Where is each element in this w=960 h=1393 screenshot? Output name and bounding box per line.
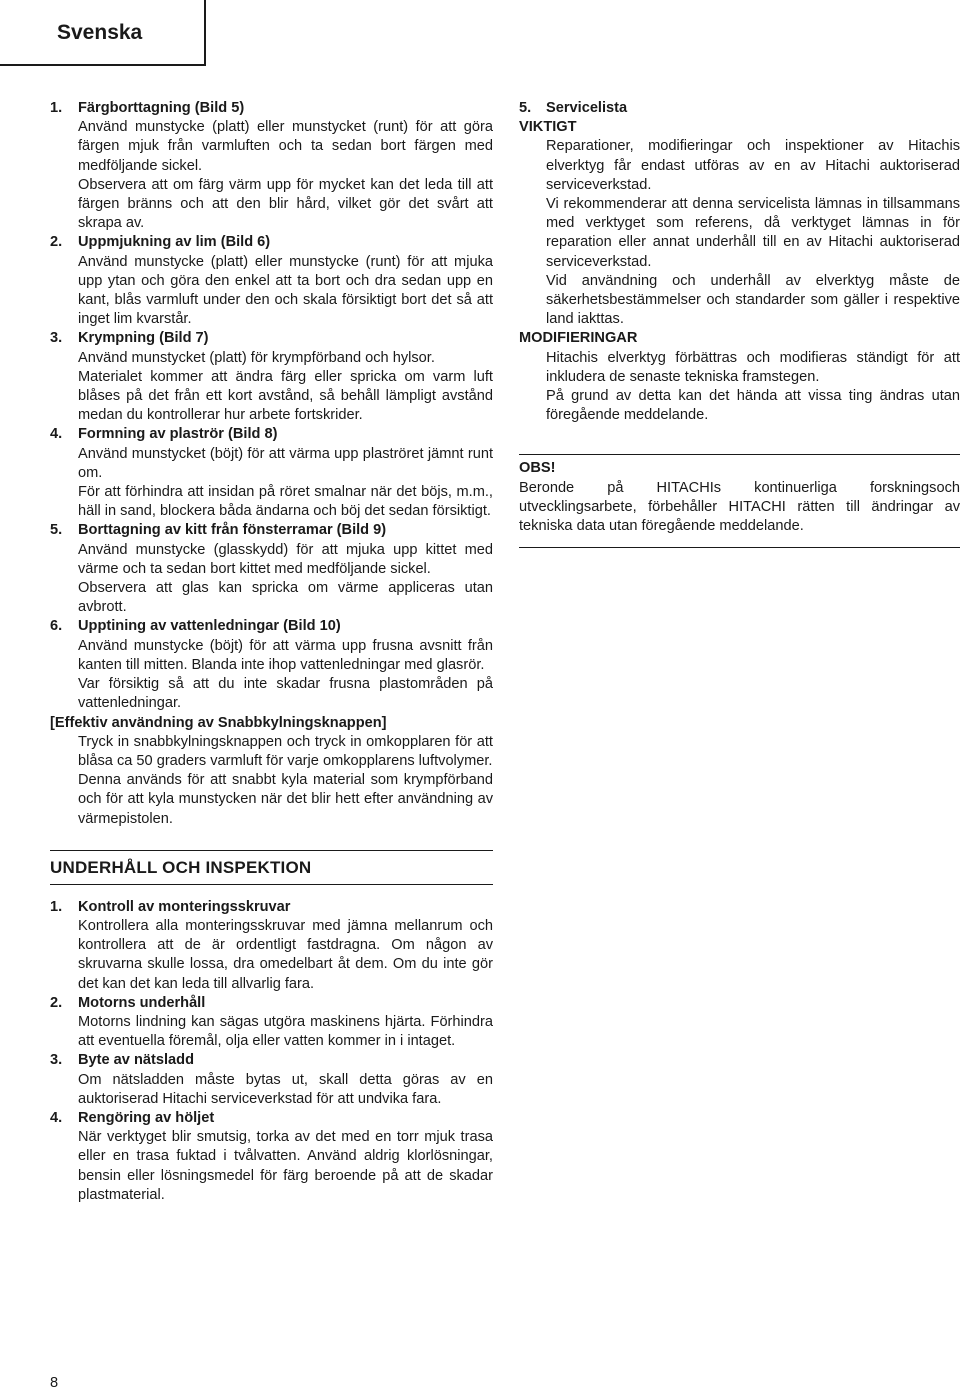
item-title: Upptining av vattenledningar (Bild 10)	[78, 618, 341, 635]
item-number: 1.	[50, 100, 63, 116]
item-paragraph: Använd munstycket (böjt) för att värma upp plaströret jämnt runt om.	[78, 445, 493, 481]
section-divider	[519, 454, 960, 455]
item-title: Servicelista	[546, 100, 628, 116]
instruction-item	[50, 425, 493, 521]
item-title: Borttagning av kitt från fönsterramar (Bild 9)	[78, 522, 387, 539]
quick-cool-paragraph: Tryck in snabbkylningsknappen och tryck in omkopplaren för att blåsa ca 50 graders varmluft för varje omkopplarens luftvolymer.	[78, 733, 493, 769]
instruction-item	[50, 521, 493, 617]
item-paragraph: När verktyget blir smutsig, torka av det med en torr mjuk trasa eller en trasa fuktad i tvålvatten. Använd aldrig klorlösningar, bensin eller lösningsmedel för färg beroende på att de skadar plastmaterial.	[78, 1129, 493, 1203]
item-number: 3.	[50, 1052, 63, 1069]
maintenance-item	[50, 994, 493, 1052]
language-label: Svenska	[57, 21, 143, 44]
section-divider	[519, 547, 960, 548]
modifieringar-paragraph: Hitachis elverktyg förbättras och modifieras ständigt för att inkludera de senaste tekniska framstegen.	[546, 349, 960, 385]
service-list-section	[519, 99, 960, 425]
item-number: 2.	[50, 234, 63, 251]
instruction-item	[50, 233, 493, 329]
instruction-item	[50, 329, 493, 425]
item-number: 3.	[50, 330, 63, 347]
viktigt-paragraph: Reparationer, modifieringar och inspektioner av Hitachis elverktyg får endast utföras av en av Hitachi auktoriserad serviceverkstad.	[546, 138, 960, 193]
item-paragraph: Använd munstycke (platt) eller munstycke (runt) för att mjuka upp ytan och göra den enkel att ta bort och dra sedan upp en kant, blås varmluft under den och skala försiktigt bort det så att inget lim kvarstår.	[78, 253, 493, 328]
quick-cool-paragraph: Denna används för att snabbt kyla material som krympförband och för att kyla munstycken när det blir hett efter användning av värmepistolen.	[78, 772, 493, 827]
item-paragraph: Materialet kommer att ändra färg eller spricka om varm luft blåses på det från ett kort avstånd, så behåll lämpligt avstånd medan du kontrollerar hur arbete fortskrider.	[78, 368, 493, 424]
item-title: Rengöring av höljet	[78, 1109, 215, 1126]
item-paragraph: Använd munstycke (platt) eller munstycket (runt) för att göra färgen mjuk från varmluften och ta sedan bort färgen med medföljande sickel.	[78, 119, 493, 174]
item-paragraph: Använd munstycke (glasskydd) för att mjuka upp kittet med värme och ta sedan bort kittet med medföljande sickel.	[78, 541, 493, 577]
item-title: Färgborttagning (Bild 5)	[78, 100, 245, 116]
item-paragraph: Observera att glas kan spricka om värme appliceras utan avbrott.	[78, 580, 493, 616]
item-paragraph: Kontrollera alla monteringsskruvar med jämna mellanrum och kontrollera att de är ordentligt fastdragna. Om någon av skruvarna skulle lossa, dra omedelbart åt dem. Om du inte gör det kan det kan leda till allvarlig fara.	[78, 917, 493, 992]
item-title: Formning av plaströr (Bild 8)	[78, 426, 278, 443]
section-divider	[50, 884, 493, 885]
modifieringar-paragraph: På grund av detta kan det hända att vissa ting ändras utan föregående meddelande.	[546, 388, 960, 424]
item-number: 5.	[519, 100, 532, 116]
item-number: 1.	[50, 898, 63, 915]
viktigt-paragraph: Vid användning och underhåll av elverktyg måste de säkerhetsbestämmelser och standarder som gäller i respektive land iakttas.	[546, 272, 960, 328]
section-divider	[50, 850, 493, 851]
modifieringar-label: MODIFIERINGAR	[519, 330, 638, 347]
left-column	[50, 99, 493, 1205]
item-paragraph: Observera att om färg värm upp för mycket kan det leda till att färgen bränns och att den blir hård, vilket gör det svårt att skrapa av.	[78, 176, 493, 232]
maintenance-item	[50, 898, 493, 994]
item-paragraph: Använd munstycke (böjt) för att värma upp frusna avsnitt från kanten till mitten. Blanda inte ihop vattenledningar med glasrör.	[78, 637, 493, 673]
maintenance-title: UNDERHÅLL OCH INSPEKTION	[50, 857, 312, 877]
item-title: Motorns underhåll	[78, 994, 206, 1011]
viktigt-label: VIKTIGT	[519, 119, 577, 136]
item-paragraph: För att förhindra att insidan på röret smalnar när det böjs, m.m., häll in sand, blockera båda ändarna och böj det sedan försiktigt.	[78, 484, 493, 520]
item-number: 2.	[50, 994, 63, 1011]
item-paragraph: Om nätsladden måste bytas ut, skall detta göras av en auktoriserad Hitachi serviceverkstad för att undvika fara.	[78, 1071, 493, 1107]
language-tab	[0, 0, 206, 66]
instruction-item	[50, 99, 493, 233]
quick-cool-title: [Effektiv användning av Snabbkylningsknappen]	[50, 714, 387, 731]
item-title: Krympning (Bild 7)	[78, 330, 209, 347]
obs-label: OBS!	[519, 460, 556, 477]
item-title: Uppmjukning av lim (Bild 6)	[78, 234, 271, 251]
maintenance-item	[50, 1051, 493, 1109]
page-number: 8	[50, 1375, 59, 1391]
instruction-item	[50, 617, 493, 713]
item-number: 4.	[50, 426, 63, 443]
item-number: 6.	[50, 618, 63, 635]
item-paragraph: Motorns lindning kan sägas utgöra maskinens hjärta. Förhindra att eventuella föremål, olja eller vatten kommer in i intaget.	[78, 1013, 493, 1050]
item-title: Kontroll av monteringsskruvar	[78, 898, 291, 915]
viktigt-paragraph: Vi rekommenderar att denna servicelista lämnas in tillsammans med verktyget som referens, då verktyget lämnas in för reparation eller annat underhåll till en av Hitachi auktoriserad serviceverkstad.	[546, 196, 960, 270]
maintenance-item	[50, 1109, 493, 1205]
right-column	[519, 99, 960, 548]
item-paragraph: Använd munstycket (platt) för krympförband och hylsor.	[78, 349, 435, 366]
item-number: 4.	[50, 1109, 63, 1126]
item-paragraph: Var försiktig så att du inte skadar frusna plastområden på vattenledningar.	[78, 676, 493, 712]
obs-text: Beronde på HITACHIs kontinuerliga forskningsoch utvecklingsarbete, förbehåller HITACHI rätten till ändringar av tekniska data utan föregående meddelande.	[519, 479, 960, 535]
item-number: 5.	[50, 522, 63, 539]
item-title: Byte av nätsladd	[78, 1052, 194, 1069]
quick-cool-section	[50, 714, 493, 829]
